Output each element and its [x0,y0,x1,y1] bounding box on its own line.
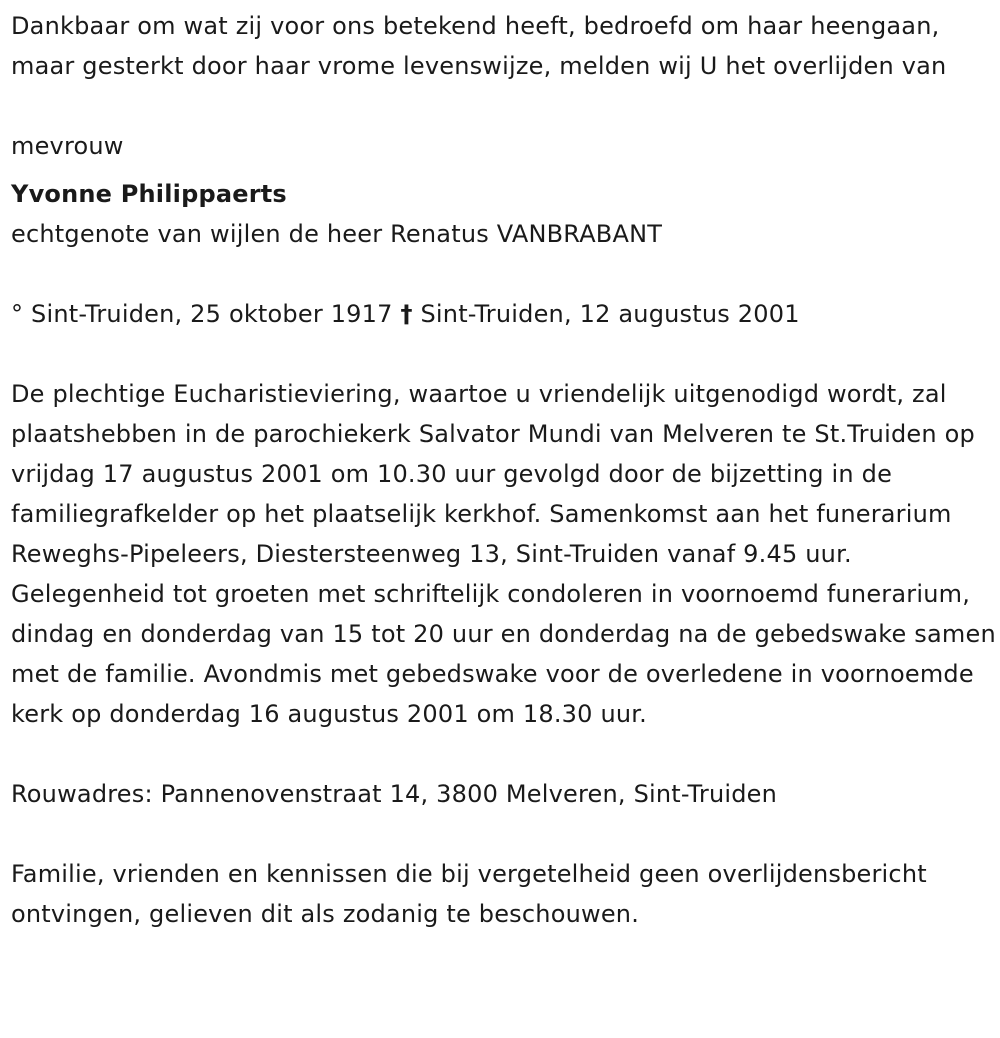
spacer [11,814,996,854]
death-notice [11,6,996,934]
birth-date: Sint-Truiden, 25 oktober 1917 [31,300,393,328]
spacer [11,334,996,374]
cross-icon: † [400,300,413,328]
deceased-name: Yvonne Philippaerts [11,180,287,208]
spacer [11,254,996,294]
ceremony-paragraph: De plechtige Eucharistieviering, waartoe u vriendelijk uitgenodigd wordt, zal plaatshebben in de parochiekerk Salvator Mundi van Melveren te St.Truiden op vrijdag 17 augustus 2001 om 10.30 uur gevolgd door de bijzetting in de familiegrafkelder op het plaatselijk kerkhof. Samenkomst aan het funerarium Reweghs-Pipeleers, Diestersteenweg 13, Sint-Truiden vanaf 9.45 uur. Gelegenheid tot groeten met schriftelijk condoleren in voornoemd funerarium, dindag en donderdag van 15 tot 20 uur en donderdag na de gebedswake samen met de familie. Avondmis met gebedswake voor de overledene in voornoemde kerk op donderdag 16 augustus 2001 om 18.30 uur. [11,380,996,728]
closing-paragraph: Familie, vrienden en kennissen die bij vergetelheid geen overlijdensbericht ontvingen, gelieven dit als zodanig te beschouwen. [11,860,927,928]
death-date: Sint-Truiden, 12 augustus 2001 [420,300,800,328]
salutation: mevrouw [11,132,124,160]
mourning-address: Rouwadres: Pannenovenstraat 14, 3800 Melveren, Sint-Truiden [11,780,778,808]
life-dates [11,294,996,334]
spouse-line: echtgenote van wijlen de heer Renatus VANBRABANT [11,220,663,248]
birth-symbol: ° [11,300,24,328]
spacer [11,734,996,774]
spacer [11,86,996,126]
intro-paragraph: Dankbaar om wat zij voor ons betekend heeft, bedroefd om haar heengaan, maar gesterkt door haar vrome levenswijze, melden wij U het overlijden van [11,12,947,80]
